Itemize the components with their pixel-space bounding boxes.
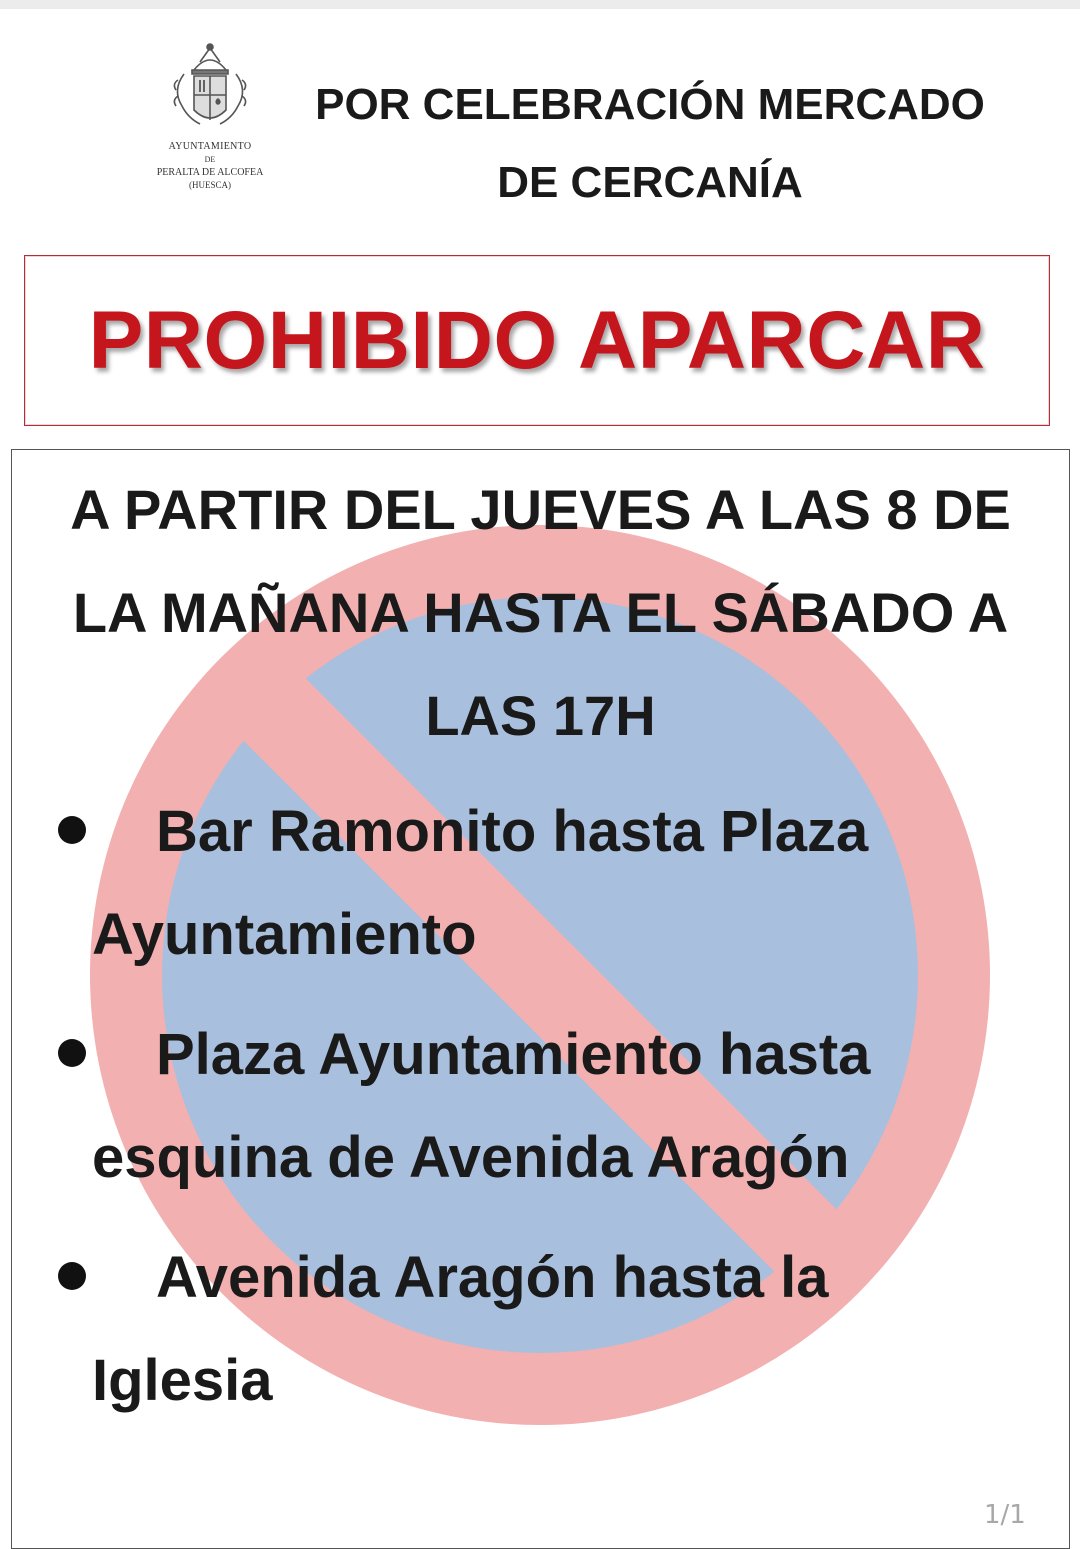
date-line: A PARTIR DEL JUEVES A LAS 8 DE [70, 478, 1011, 541]
bullet-icon [58, 1262, 86, 1290]
banner-title: PROHIBIDO APARCAR [88, 294, 986, 386]
crest-caption-line: PERALTA DE ALCOFEA [156, 167, 264, 178]
page-indicator: 1/1 [984, 1500, 1026, 1530]
crest-caption-line: (HUESCA) [189, 180, 231, 190]
date-line: LAS 17H [425, 684, 656, 747]
list-item [92, 1226, 992, 1432]
no-parking-banner [24, 255, 1050, 426]
header-title-line: DE CERCANÍA [497, 158, 803, 207]
street-line: Iglesia [92, 1348, 273, 1413]
street-line: Avenida Aragón hasta la [156, 1245, 829, 1310]
crest-caption [140, 140, 280, 192]
viewer-top-bar [0, 0, 1080, 9]
coat-of-arms-icon [164, 40, 256, 135]
bullet-icon [58, 816, 86, 844]
bullet-icon [58, 1039, 86, 1067]
notice-box [11, 449, 1070, 1549]
street-line: Ayuntamiento [92, 902, 477, 967]
street-list [12, 780, 1069, 1449]
notice-header-title [300, 66, 1000, 222]
crest-caption-line: AYUNTAMIENTO [168, 141, 252, 152]
date-line: LA MAÑANA HASTA EL SÁBADO A [72, 581, 1009, 644]
street-line: Plaza Ayuntamiento hasta [156, 1022, 871, 1087]
municipal-crest [140, 40, 280, 195]
header-title-line: POR CELEBRACIÓN MERCADO [315, 80, 985, 129]
street-line: Bar Ramonito hasta Plaza [156, 799, 869, 864]
list-item [92, 1003, 992, 1209]
crest-caption-line: DE [204, 155, 216, 164]
date-range [12, 458, 1069, 767]
list-item [92, 780, 992, 986]
street-line: esquina de Avenida Aragón [92, 1125, 850, 1190]
